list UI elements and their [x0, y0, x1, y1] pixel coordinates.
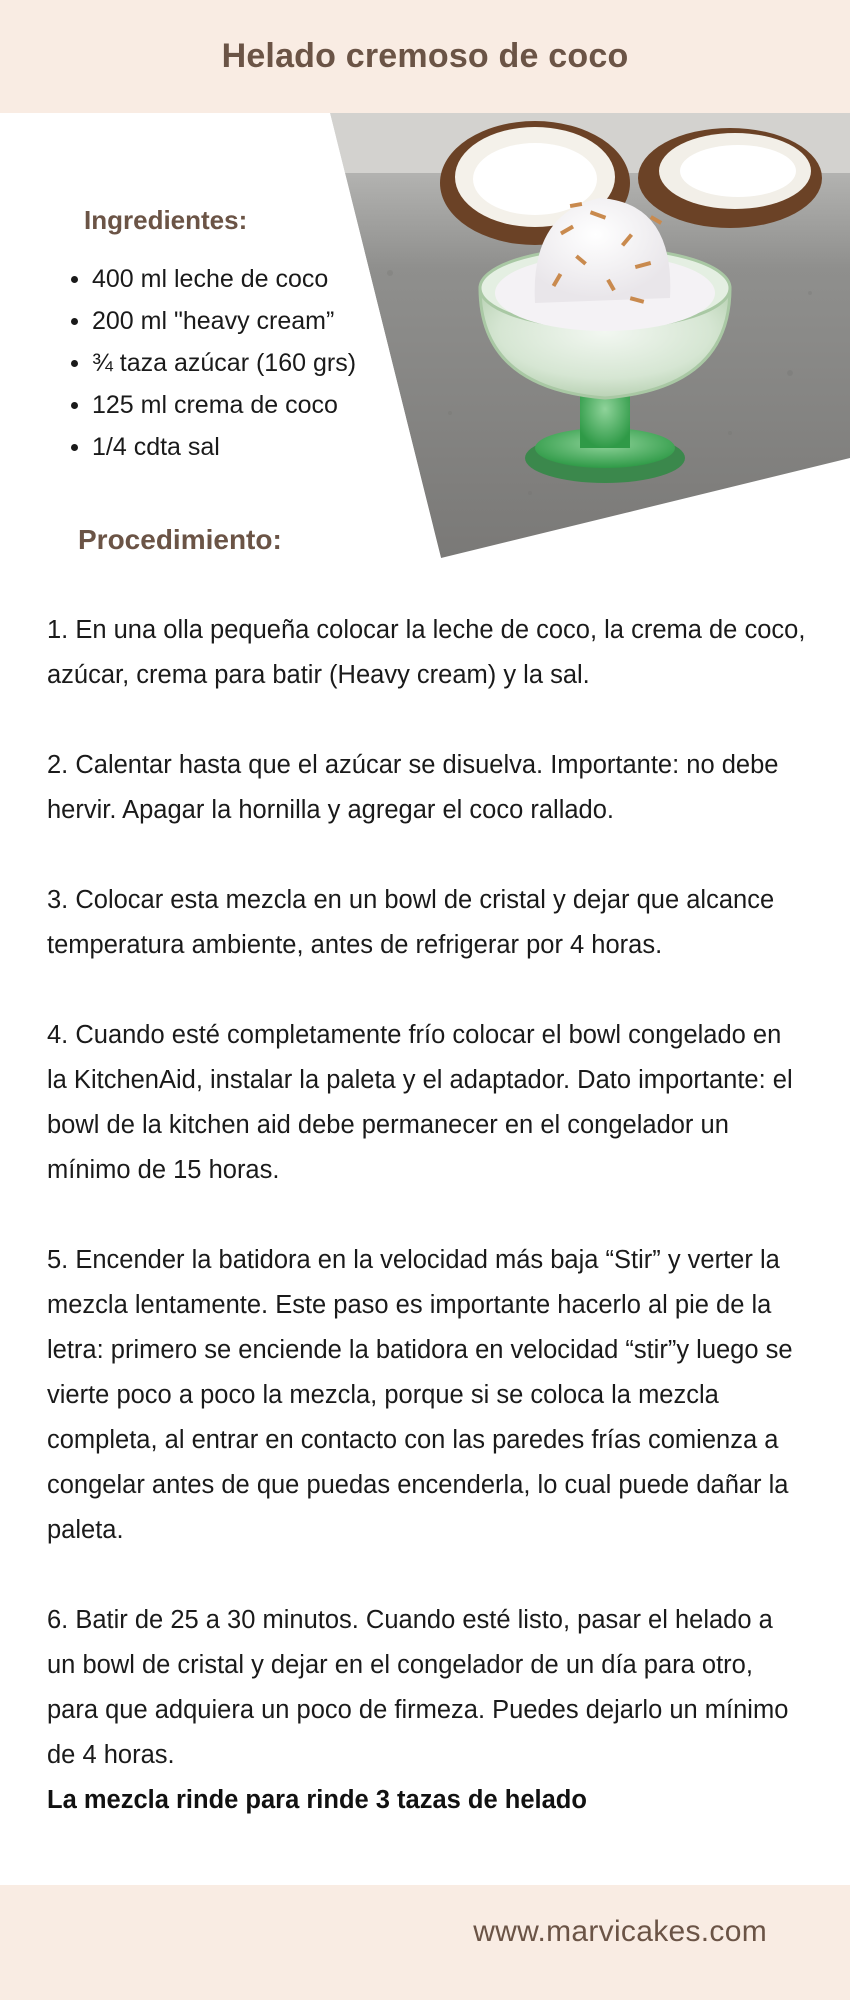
yield-note: La mezcla rinde para rinde 3 tazas de helado: [47, 1786, 587, 1814]
procedure-heading: Procedimiento:: [78, 524, 282, 555]
page-title: Helado cremoso de coco: [221, 37, 629, 75]
coconut-ice-cream-photo: [330, 113, 850, 558]
procedure-step-6: 6. Batir de 25 a 30 minutos. Cuando esté listo, pasar el helado a un bowl de cristal y dejar en el congelador de un día para otro, para que adquiera un poco de firmeza. Puedes dejarlo un mínimo de 4 horas.: [47, 1606, 789, 1769]
procedure-step-2: 2. Calentar hasta que el azúcar se disuelva. Importante: no debe hervir. Apagar la hornilla y agregar el coco rallado.: [47, 751, 779, 824]
ingredient-item: 400 ml leche de coco: [64, 258, 356, 300]
procedure-steps: [47, 608, 807, 1823]
ingredient-item: 200 ml "heavy cream”: [64, 300, 356, 342]
coconut-shell-right: [638, 128, 822, 228]
ingredient-item: ¾ taza azúcar (160 grs): [64, 342, 356, 384]
procedure-step-3: 3. Colocar esta mezcla en un bowl de cristal y dejar que alcance temperatura ambiente, antes de refrigerar por 4 horas.: [47, 886, 775, 959]
procedure-step-1: 1. En una olla pequeña colocar la leche de coco, la crema de coco, azúcar, crema para batir (Heavy cream) y la sal.: [47, 616, 806, 689]
procedure-step-4: 4. Cuando esté completamente frío colocar el bowl congelado en la KitchenAid, instalar la paleta y el adaptador. Dato importante: el bowl de la kitchen aid debe permanecer en el congelador un mínimo de 15 horas.: [47, 1021, 793, 1184]
ingredients-heading: Ingredientes:: [84, 205, 248, 235]
ingredient-item: 1/4 cdta sal: [64, 426, 356, 468]
header-band: [0, 0, 850, 113]
ingredients-list: [64, 258, 356, 468]
procedure-step-5: 5. Encender la batidora en la velocidad más baja “Stir” y verter la mezcla lentamente. Este paso es importante hacerlo al pie de la letra: primero se enciende la batidora en velocidad “stir”y luego se vierte poco a poco la mezcla, porque si se coloca la mezcla completa, al entrar en contacto con las paredes frías comienza a congelar antes de que puedas encenderla, lo cual puede dañar la paleta.: [47, 1246, 793, 1544]
ingredient-item: 125 ml crema de coco: [64, 384, 356, 426]
footer-band: [0, 1885, 850, 2000]
website-link[interactable]: www.marvicakes.com: [473, 1915, 767, 1948]
